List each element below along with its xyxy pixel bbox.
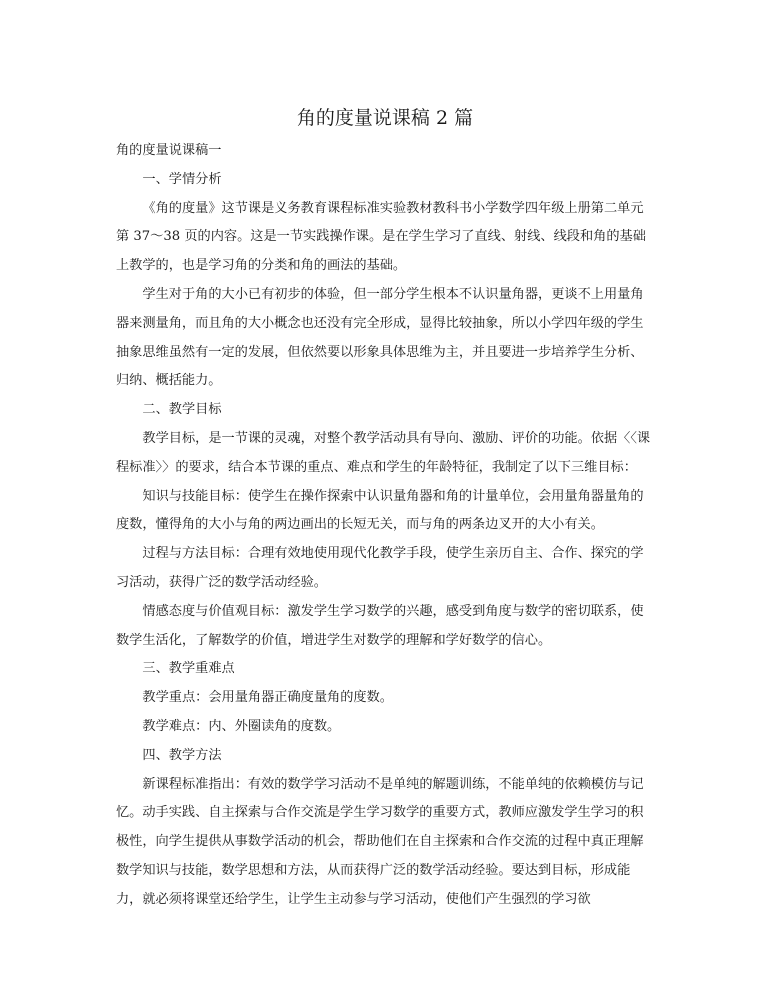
paragraph: 知识与技能目标：使学生在操作探索中认识量角器和角的计量单位，会用量角器量角的度数，懂得角的大小与角的两边画出的长短无关，而与角的两条边叉开的大小有关。 bbox=[116, 488, 644, 533]
paragraph: 新课程标准指出：有效的数学学习活动不是单纯的解题训练，不能单纯的依赖模仿与记忆。动手实践、自主探索与合作交流是学生学习数学的重要方式，教师应激发学生学习的积极性，向学生提供从事数学活动的机会，帮助他们在自主探索和合作交流的过程中真正理解数学知识与技能，数学思想和方法，从而获得广泛的数学活动经验。要达到目标，形成能力，就必须将课堂还给学生，让学生主动参与学习活动，使他们产生强烈的学习欲 bbox=[116, 776, 644, 907]
section-heading: 三、教学重难点 bbox=[142, 661, 235, 677]
section-heading: 一、学情分析 bbox=[142, 171, 222, 187]
section-heading: 四、教学方法 bbox=[142, 747, 222, 763]
paragraph: 教学重点：会用量角器正确度量角的度数。 bbox=[142, 690, 393, 706]
paragraph: 教学目标，是一节课的灵魂，对整个教学活动具有导向、激励、评价的功能。依据〈〈课程标准〉〉的要求，结合本节课的重点、难点和学生的年龄特征，我制定了以下三维目标： bbox=[116, 430, 651, 475]
paragraph: 《角的度量》这节课是义务教育课程标准实验教材教科书小学数学四年级上册第二单元第 37～38 页的内容。这是一节实践操作课。是在学生学习了直线、射线、线段和角的基础上教学的，也是学习角的分类和角的画法的基础。 bbox=[116, 200, 646, 274]
document-title: 角的度量说课稿 2 篇 bbox=[296, 107, 474, 129]
document-body bbox=[116, 137, 656, 915]
paragraph: 教学难点：内、外圈读角的度数。 bbox=[142, 718, 341, 734]
section-heading: 二、教学目标 bbox=[142, 402, 222, 418]
subtitle: 角的度量说课稿一 bbox=[116, 143, 222, 158]
paragraph: 过程与方法目标：合理有效地使用现代化教学手段，使学生亲历自主、合作、探究的学习活动，获得广泛的数学活动经验。 bbox=[116, 546, 644, 590]
paragraph: 情感态度与价值观目标：激发学生学习数学的兴趣，感受到角度与数学的密切联系，使数学生活化，了解数学的价值，增进学生对数学的理解和学好数学的信心。 bbox=[116, 603, 644, 648]
paragraph: 学生对于角的大小已有初步的体验，但一部分学生根本不认识量角器，更谈不上用量角器来测量角，而且角的大小概念也还没有完全形成，显得比较抽象，所以小学四年级的学生抽象思维虽然有一定的发展，但依然要以形象具体思维为主，并且要进一步培养学生分析、归纳、概括能力。 bbox=[116, 286, 644, 389]
